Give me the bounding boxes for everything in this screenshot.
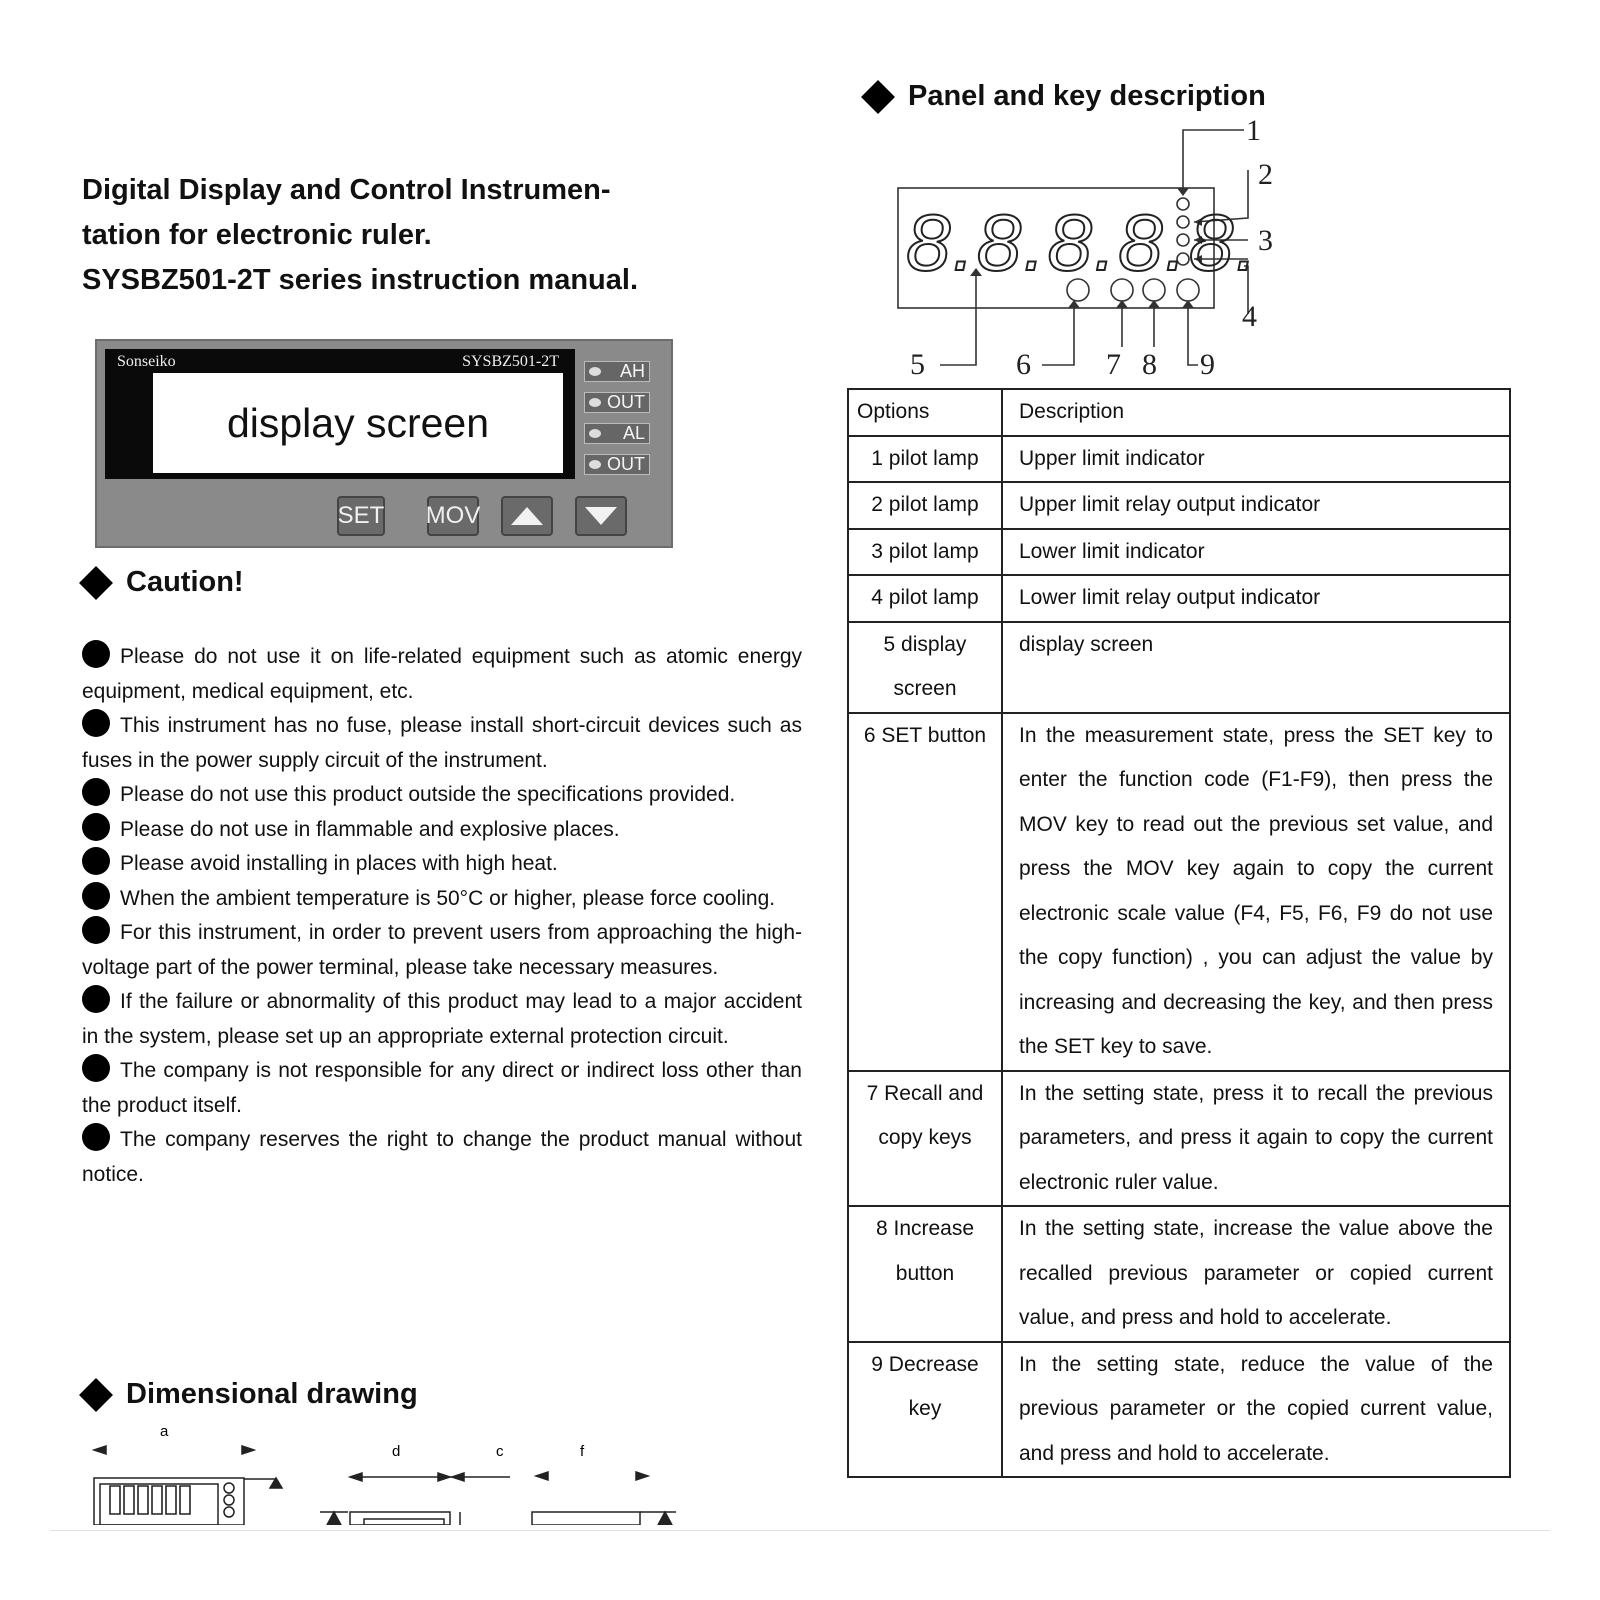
down-key xyxy=(575,496,627,536)
callout-6: 6 xyxy=(1016,348,1031,381)
lamp-out-lower: OUT xyxy=(584,454,650,475)
description-cell: Lower limit indicator xyxy=(1002,529,1510,576)
brand-label: Sonseiko xyxy=(117,353,176,370)
table-row xyxy=(848,529,1510,576)
down-arrow-icon xyxy=(583,505,619,527)
list-item: The company reserves the right to change the product manual without notice. xyxy=(82,1123,802,1192)
header-description: Description xyxy=(1002,389,1510,436)
document-title xyxy=(82,168,702,303)
dimensional-heading-text: Dimensional drawing xyxy=(126,1378,418,1410)
bullet-icon xyxy=(82,916,110,944)
device-display-area xyxy=(105,349,575,479)
list-item: This instrument has no fuse, please install short-circuit devices such as fuses in the power supply circuit of the instrument. xyxy=(82,709,802,778)
mov-key: MOV xyxy=(427,496,479,536)
diamond-icon xyxy=(79,1378,113,1412)
callout-5: 5 xyxy=(910,348,925,381)
callout-8: 8 xyxy=(1142,348,1157,381)
option-cell: 7 Recall and copy keys xyxy=(848,1071,1002,1207)
page-divider xyxy=(50,1530,1550,1531)
set-key: SET xyxy=(337,496,385,536)
table-row xyxy=(848,1206,1510,1342)
diamond-icon xyxy=(79,566,113,600)
indicator-lamps xyxy=(584,361,650,485)
lamp-al: AL xyxy=(584,423,650,444)
option-cell: 6 SET button xyxy=(848,713,1002,1071)
lamp-ah: AH xyxy=(584,361,650,382)
table-row xyxy=(848,1342,1510,1478)
panel-heading xyxy=(862,80,1266,113)
option-cell: 8 Increase button xyxy=(848,1206,1002,1342)
caution-heading-text: Caution! xyxy=(126,566,244,598)
diamond-icon xyxy=(861,80,895,114)
bullet-icon xyxy=(82,709,110,737)
dim-label-f: f xyxy=(580,1443,585,1460)
title-line-1: Digital Display and Control Instrumen- xyxy=(82,174,611,206)
panel-digits: 8.8.8.8.8. xyxy=(906,198,1260,287)
list-item: For this instrument, in order to prevent users from approaching the high-voltage part of the power terminal, please take necessary measures. xyxy=(82,916,802,985)
up-arrow-icon xyxy=(509,505,545,527)
description-cell: In the setting state, increase the value above the recalled previous parameter or copied current value, and press and hold to accelerate. xyxy=(1002,1206,1510,1342)
option-cell: 5 display screen xyxy=(848,622,1002,713)
callout-1: 1 xyxy=(1246,118,1261,147)
bullet-icon xyxy=(82,847,110,875)
dim-label-d: d xyxy=(392,1443,401,1460)
callout-4: 4 xyxy=(1242,300,1257,333)
panel-heading-text: Panel and key description xyxy=(908,80,1266,112)
lamp-out-upper: OUT xyxy=(584,392,650,413)
bullet-icon xyxy=(82,778,110,806)
bullet-icon xyxy=(82,1123,110,1151)
callout-7: 7 xyxy=(1106,348,1121,381)
up-key xyxy=(501,496,553,536)
list-item: When the ambient temperature is 50°C or higher, please force cooling. xyxy=(82,882,802,917)
device-front-panel xyxy=(95,339,673,548)
bullet-icon xyxy=(82,985,110,1013)
description-cell: In the setting state, reduce the value of the previous parameter or the copied current value, and press and hold to accelerate. xyxy=(1002,1342,1510,1478)
caution-list xyxy=(82,640,802,1192)
display-screen: display screen xyxy=(153,373,563,473)
callout-3: 3 xyxy=(1258,224,1273,257)
panel-diagram xyxy=(880,118,1320,386)
caution-heading xyxy=(80,566,244,599)
table-row xyxy=(848,622,1510,713)
option-cell: 3 pilot lamp xyxy=(848,529,1002,576)
dimensional-heading xyxy=(80,1378,418,1411)
dim-label-a: a xyxy=(160,1423,169,1440)
list-item: Please do not use this product outside the specifications provided. xyxy=(82,778,802,813)
bullet-icon xyxy=(82,640,110,668)
description-cell: In the setting state, press it to recall the previous parameters, and press it again to copy the current electronic ruler value. xyxy=(1002,1071,1510,1207)
table-header-row xyxy=(848,389,1510,436)
description-cell: In the measurement state, press the SET key to enter the function code (F1-F9), then press the MOV key to read out the previous set value, and press the MOV key again to copy the current electronic scale value (F4, F5, F6, F9 do not use the copy function) , you can adjust the value by increasing and decreasing the key, and then press the SET key to save. xyxy=(1002,713,1510,1071)
description-cell: Upper limit relay output indicator xyxy=(1002,482,1510,529)
bullet-icon xyxy=(82,813,110,841)
table-row xyxy=(848,482,1510,529)
option-cell: 2 pilot lamp xyxy=(848,482,1002,529)
title-line-2: tation for electronic ruler. xyxy=(82,219,432,251)
option-cell: 9 Decrease key xyxy=(848,1342,1002,1478)
dimensional-drawing xyxy=(80,1420,720,1525)
dim-label-c: c xyxy=(496,1443,504,1460)
list-item: The company is not responsible for any direct or indirect loss other than the product itself. xyxy=(82,1054,802,1123)
options-table xyxy=(847,388,1511,1478)
table-row xyxy=(848,1071,1510,1207)
table-row xyxy=(848,575,1510,622)
title-line-3: SYSBZ501-2T series instruction manual. xyxy=(82,264,639,296)
option-cell: 1 pilot lamp xyxy=(848,436,1002,483)
list-item: Please avoid installing in places with high heat. xyxy=(82,847,802,882)
description-cell: display screen xyxy=(1002,622,1510,713)
list-item: Please do not use in flammable and explosive places. xyxy=(82,813,802,848)
bullet-icon xyxy=(82,882,110,910)
option-cell: 4 pilot lamp xyxy=(848,575,1002,622)
model-label: SYSBZ501-2T xyxy=(462,353,559,370)
bullet-icon xyxy=(82,1054,110,1082)
list-item: Please do not use it on life-related equipment such as atomic energy equipment, medical equipment, etc. xyxy=(82,640,802,709)
table-row xyxy=(848,436,1510,483)
table-row xyxy=(848,713,1510,1071)
callout-2: 2 xyxy=(1258,158,1273,191)
description-cell: Upper limit indicator xyxy=(1002,436,1510,483)
list-item: If the failure or abnormality of this product may lead to a major accident in the system, please set up an appropriate external protection circuit. xyxy=(82,985,802,1054)
header-options: Options xyxy=(848,389,1002,436)
description-cell: Lower limit relay output indicator xyxy=(1002,575,1510,622)
callout-9: 9 xyxy=(1200,348,1215,381)
